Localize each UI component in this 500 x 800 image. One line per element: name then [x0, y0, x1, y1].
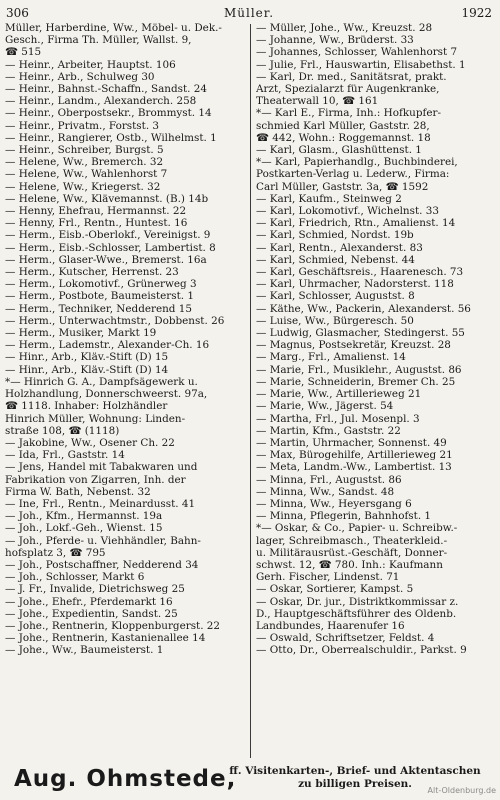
directory-entry-line: — Ludwig, Glasmacher, Stedingerst. 55 [256, 327, 465, 340]
directory-entry-line: — Minna, Frl., Augustst. 86 [256, 473, 402, 486]
ad-line-2: zu billigen Preisen. [298, 778, 412, 790]
running-title: Müller. [223, 6, 275, 20]
advertiser-name: Aug. Ohmstede, [14, 766, 237, 792]
directory-entry-line: — Karl, Lokomotivf., Wichelnst. 33 [256, 205, 439, 218]
directory-entry-line: Arzt, Spezialarzt für Augenkranke, [256, 83, 440, 96]
directory-entry-line: — Heinr., Privatm., Forstst. 3 [5, 119, 160, 132]
directory-entry-line: — Herm., Lademstr., Alexander-Ch. 16 [5, 339, 210, 352]
column-divider [250, 24, 251, 758]
directory-entry-line: — Otto, Dr., Oberrealschuldir., Parkst. 9 [256, 644, 467, 657]
directory-entry-line: — Johe., Ww., Baumeisterst. 1 [5, 644, 164, 657]
directory-entry-line: — Henny, Frl., Rentn., Huntest. 16 [5, 217, 188, 230]
directory-entry-line: — Herm., Kutscher, Herrenst. 23 [5, 266, 179, 279]
directory-entry-line: — Karl, Friedrich, Rtn., Amalienst. 14 [256, 217, 456, 230]
directory-entry-line: — Martin, Kfm., Gaststr. 22 [256, 424, 401, 437]
directory-entry-line: Fabrikation von Zigarren, Inh. der [5, 473, 186, 486]
directory-entry-line: — Heinr., Oberpostsekr., Brommyst. 14 [5, 107, 212, 120]
directory-entry-line: — Karl, Dr. med., Sanitätsrat, prakt. [256, 70, 447, 83]
directory-entry-line: — Herm., Postbote, Baumeisterst. 1 [5, 290, 194, 303]
directory-entry-line: Gerh. Fischer, Lindenst. 71 [256, 571, 400, 584]
directory-entry-line: — Heinr., Arbeiter, Hauptst. 106 [5, 58, 176, 71]
directory-entry-line: — Hinr., Arb., Kläv.-Stift (D) 14 [5, 363, 169, 376]
directory-entry-line: — Julie, Frl., Hauswartin, Elisabethst. 1 [256, 58, 466, 71]
directory-entry-line: — Minna, Pflegerin, Bahnhofst. 1 [256, 510, 432, 523]
directory-entry-line: *— Karl E., Firma, Inh.: Hofkupfer- [256, 107, 441, 120]
directory-entry-line: — Müller, Johe., Ww., Kreuzst. 28 [256, 22, 433, 34]
directory-entry-line: — Meta, Landm.-Ww., Lambertist. 13 [256, 461, 452, 474]
directory-entry-line: — Luise, Ww., Bürgeresch. 50 [256, 314, 414, 327]
directory-entry-line: ☎ 1118. Inhaber: Holzhändler [5, 400, 168, 413]
directory-entry-line: — Herm., Lokomotivf., Grünerweg 3 [5, 278, 197, 291]
directory-entry-line: — Herm., Musiker, Markt 19 [5, 327, 157, 340]
directory-entry-line: Carl Müller, Gaststr. 3a, ☎ 1592 [256, 180, 429, 193]
directory-entry-line: — Heinr., Landm., Alexanderch. 258 [5, 95, 197, 108]
directory-entry-line: Holzhandlung, Donnerschweerst. 97a, [5, 388, 208, 401]
left-column [5, 22, 245, 762]
directory-entry-line: — Heinr., Rangierer, Ostb., Wilhelmst. 1 [5, 131, 217, 144]
directory-entry-line: Postkarten-Verlag u. Lederw., Firma: [256, 168, 450, 181]
directory-entry-line: — Joh., Lokf.-Geh., Wienst. 15 [5, 522, 163, 535]
directory-entry-line: — Johe., Rentnerin, Kloppenburgerst. 22 [5, 619, 221, 632]
directory-entry-line: u. Militärausrüst.-Geschäft, Donner- [256, 546, 448, 559]
directory-entry-line: — Joh., Pferde- u. Viehhändler, Bahn- [5, 534, 201, 547]
directory-entry-line: — J. Fr., Invalide, Dietrichsweg 25 [5, 583, 185, 596]
directory-entry-line: — Joh., Schlosser, Markt 6 [5, 571, 145, 584]
directory-entry-line: Hinrich Müller, Wohnung: Linden- [5, 412, 186, 425]
directory-entry-line: — Oswald, Schriftsetzer, Feldst. 4 [256, 632, 435, 645]
directory-entry-line: — Ida, Frl., Gaststr. 14 [5, 449, 125, 462]
directory-entry-line: hofsplatz 3, ☎ 795 [5, 546, 106, 559]
directory-entry-line: — Johe., Ehefr., Pferdemarkt 16 [5, 595, 173, 608]
directory-entry-line: — Marie, Ww., Artillerieweg 21 [256, 388, 422, 401]
directory-entry-line: — Karl, Schmied, Nordst. 19b [256, 229, 414, 242]
directory-entry-line: — Karl, Glasm., Glashüttenst. 1 [256, 144, 422, 157]
right-column [256, 22, 496, 762]
directory-entry-line: — Karl, Geschäftsreis., Haarenesch. 73 [256, 266, 464, 279]
directory-entry-line: — Heinr., Bahnst.-Schaffn., Sandst. 24 [5, 83, 207, 96]
directory-entry-line: — Herm., Glaser-Wwe., Bremerst. 16a [5, 253, 207, 266]
directory-entry-line: — Max, Bürogehilfe, Artillerieweg 21 [256, 449, 453, 462]
directory-entry-line: — Jakobine, Ww., Osener Ch. 22 [5, 436, 175, 449]
page-number: 306 [6, 6, 29, 20]
directory-entry-line: — Martin, Uhrmacher, Sonnenst. 49 [256, 436, 447, 449]
directory-entry-line: — Marie, Frl., Musiklehr., Augustst. 86 [256, 363, 462, 376]
directory-entry-line: Müller, Harberdine, Ww., Möbel- u. Dek.- [5, 22, 222, 34]
advertisement-footer [0, 762, 500, 798]
directory-entry-line: — Johe., Rentnerin, Kastanienallee 14 [5, 632, 206, 645]
ad-line-1: ff. Visitenkarten-, Brief- und Aktentaschen [229, 765, 481, 777]
directory-entry-line: — Henny, Ehefrau, Hermannst. 22 [5, 205, 187, 218]
directory-entry-line: Theaterwall 10, ☎ 161 [256, 95, 379, 108]
directory-entry-line: — Martha, Frl., Jul. Mosenpl. 3 [256, 412, 420, 425]
directory-entry-line: — Herm., Unterwachtmstr., Dobbenst. 26 [5, 314, 225, 327]
directory-entry-line: schmied Karl Müller, Gaststr. 28, [256, 119, 430, 132]
directory-entry-line: — Heinr., Arb., Schulweg 30 [5, 70, 155, 83]
directory-entry-line: — Heinr., Schreiber, Burgst. 5 [5, 144, 164, 157]
directory-entry-line: *— Oskar, & Co., Papier- u. Schreibw.- [256, 522, 458, 535]
page-header [6, 5, 492, 21]
directory-entry-line: — Karl, Rentn., Alexanderst. 83 [256, 241, 423, 254]
directory-entry-line: — Karl, Schmied, Nebenst. 44 [256, 253, 415, 266]
edition-year: 1922 [461, 6, 492, 20]
directory-entry-line: — Herm., Eisb.-Oberlokf., Vereinigst. 9 [5, 229, 211, 242]
directory-entry-line: — Käthe, Ww., Packerin, Alexanderst. 56 [256, 302, 471, 315]
directory-entry-line: — Marie, Ww., Jägerst. 54 [256, 400, 394, 413]
directory-entry-line: schwst. 12, ☎ 780. Inh.: Kaufmann [256, 558, 443, 571]
directory-entry-line: Firma W. Bath, Nebenst. 32 [5, 485, 151, 498]
directory-entry-line: ☎ 515 [5, 46, 42, 59]
directory-entry-line: — Minna, Ww., Sandst. 48 [256, 485, 395, 498]
directory-entry-line: — Helene, Ww., Klävemannst. (B.) 14b [5, 192, 209, 205]
directory-entry-line: — Karl, Kaufm., Steinweg 2 [256, 192, 402, 205]
directory-entry-line: D., Hauptgeschäftsführer des Oldenb. [256, 607, 457, 620]
directory-entry-line: — Magnus, Postsekretär, Kreuzst. 28 [256, 339, 451, 352]
directory-entry-line: — Minna, Ww., Heyersgang 6 [256, 497, 412, 510]
directory-entry-line: — Helene, Ww., Bremerch. 32 [5, 156, 164, 169]
directory-entry-line: — Marg., Frl., Amalienst. 14 [256, 351, 406, 364]
directory-entry-line: — Marie, Schneiderin, Bremer Ch. 25 [256, 375, 456, 388]
directory-entry-line: — Ine, Frl., Rentn., Meinardusst. 41 [5, 497, 196, 510]
directory-entry-line: — Helene, Ww., Kriegerst. 32 [5, 180, 161, 193]
directory-entry-line: — Karl, Uhrmacher, Nadorsterst. 118 [256, 278, 454, 291]
directory-entry-line: straße 108, ☎ (1118) [5, 424, 120, 437]
directory-entry-line: — Helene, Ww., Wahlenhorst 7 [5, 168, 168, 181]
directory-entry-line: — Karl, Schlosser, Augustst. 8 [256, 290, 415, 303]
watermark: Alt-Oldenburg.de [427, 786, 496, 795]
directory-entry-line: Landbundes, Haarenufer 16 [256, 619, 405, 632]
directory-entry-line: ☎ 442, Wohn.: Roggemannst. 18 [256, 131, 431, 144]
directory-entry-line: — Jens, Handel mit Tabakwaren und [5, 461, 198, 474]
directory-entry-line: — Oskar, Dr. jur., Distriktkommissar z. [256, 595, 459, 608]
directory-entry-line: — Johannes, Schlosser, Wahlenhorst 7 [256, 46, 458, 59]
directory-entry-line: — Joh., Postschaffner, Nedderend 34 [5, 558, 199, 571]
directory-entry-line: — Joh., Kfm., Hermannst. 19a [5, 510, 163, 523]
directory-entry-line: — Johanne, Ww., Brüderst. 33 [256, 34, 414, 47]
directory-entry-line: *— Hinrich G. A., Dampfsägewerk u. [5, 375, 198, 388]
directory-entry-line: — Hinr., Arb., Kläv.-Stift (D) 15 [5, 351, 169, 364]
directory-entry-line: — Herm., Techniker, Nedderend 15 [5, 302, 192, 315]
directory-entry-line: — Johe., Expedientin, Sandst. 25 [5, 607, 178, 620]
directory-entry-line: — Oskar, Sortierer, Kampst. 5 [256, 583, 414, 596]
directory-entry-line: *— Karl, Papierhandlg., Buchbinderei, [256, 156, 458, 169]
directory-entry-line: lager, Schreibmasch., Theaterkleid.- [256, 534, 448, 547]
directory-entry-line: — Herm., Eisb.-Schlosser, Lambertist. 8 [5, 241, 216, 254]
directory-entry-line: Gesch., Firma Th. Müller, Wallst. 9, [5, 34, 192, 47]
